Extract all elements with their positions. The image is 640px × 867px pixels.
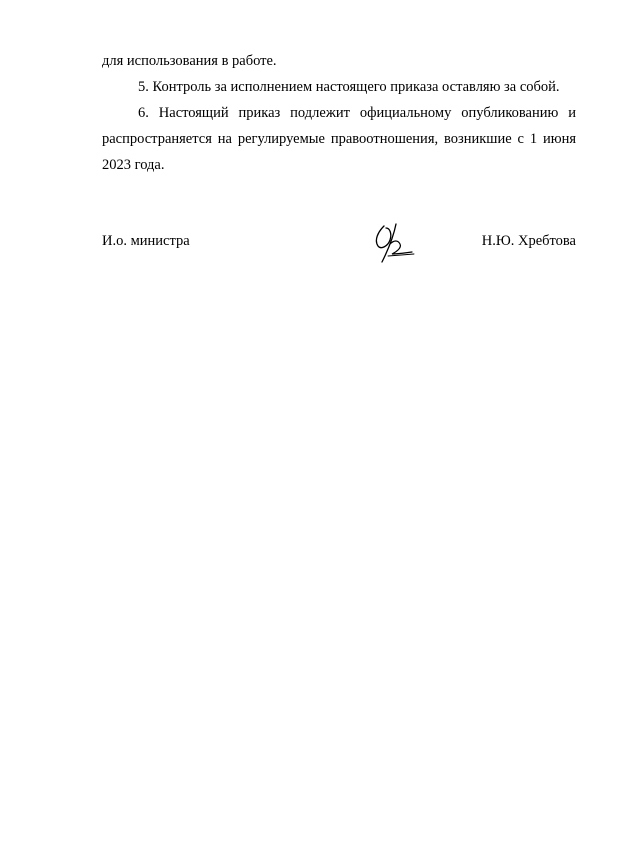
signatory-position: И.о. министра: [102, 233, 190, 249]
handwritten-signature: [368, 220, 420, 266]
item-5-text: 5. Контроль за исполнением настоящего приказа оставляю за собой.: [138, 79, 560, 95]
paragraph-continuation: для использования в работе.: [102, 53, 277, 69]
item-6-line-3: 2023 года.: [102, 157, 165, 173]
item-6-line-1: 6. Настоящий приказ подлежит официальному опубликованию и: [138, 105, 576, 121]
signatory-name: Н.Ю. Хребтова: [481, 233, 576, 249]
item-6-line-2: распространяется на регулируемые правоотношения, возникшие с 1 июня: [102, 131, 576, 147]
